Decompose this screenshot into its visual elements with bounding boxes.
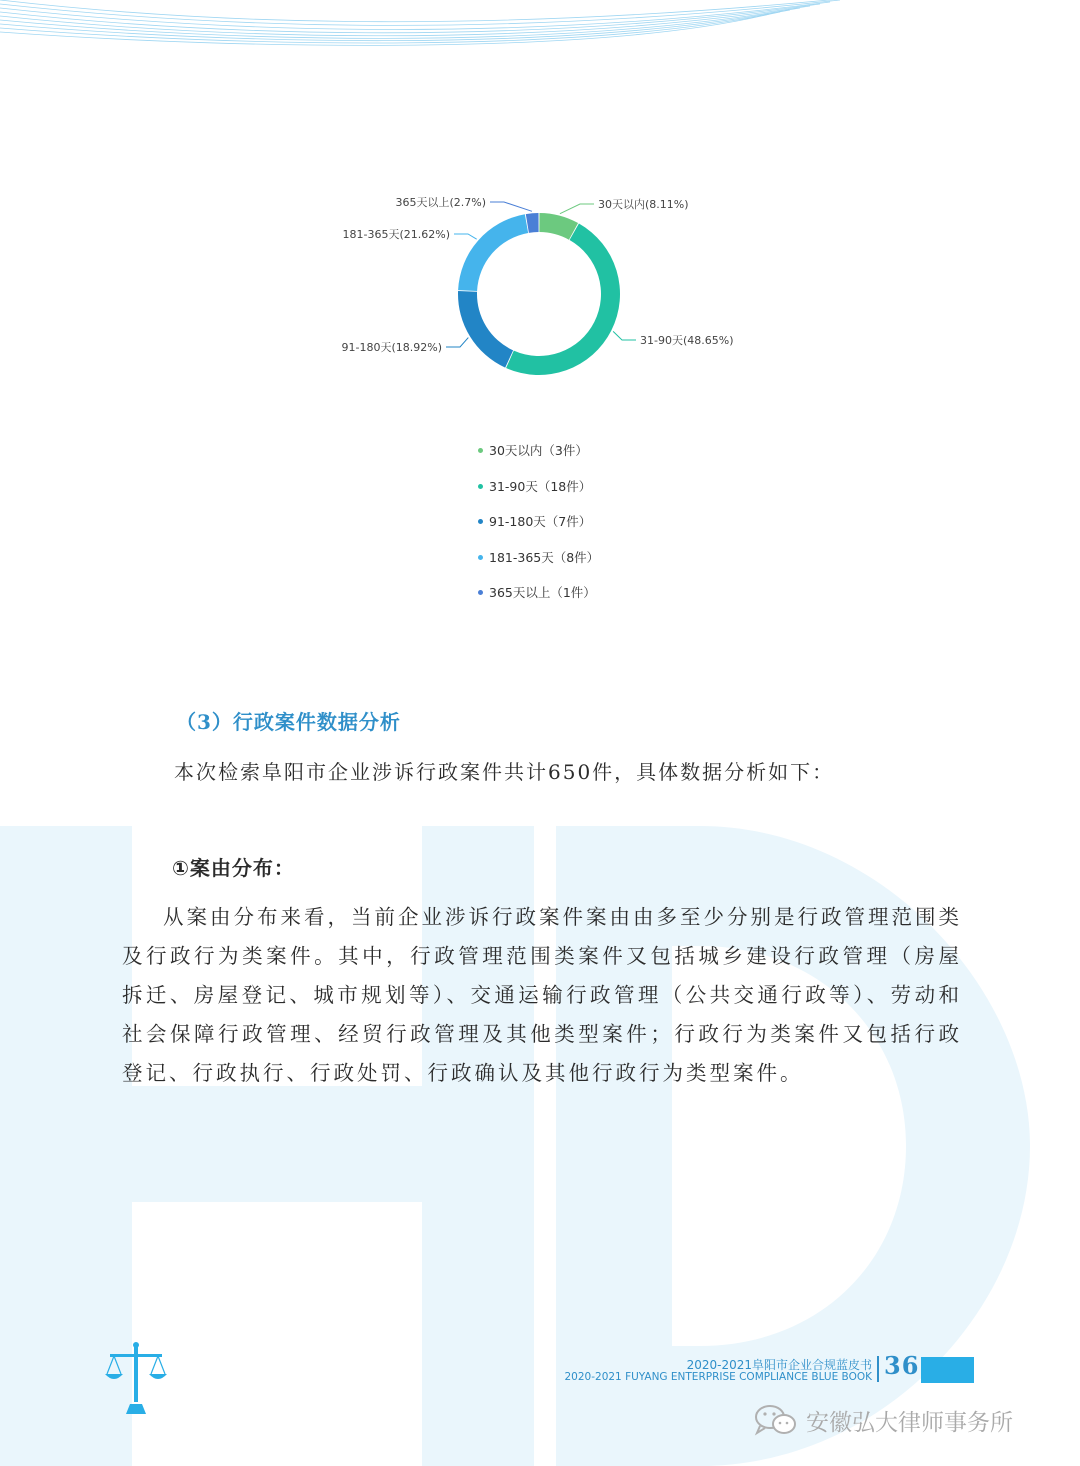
slice-label: 91-180天(18.92%) bbox=[341, 341, 442, 354]
leader-line bbox=[454, 234, 477, 239]
leader-line bbox=[446, 338, 468, 347]
section-heading: （3）行政案件数据分析 bbox=[176, 710, 401, 734]
page-number-bar bbox=[921, 1357, 974, 1383]
legend-dot bbox=[478, 519, 483, 524]
subsection-body: 从案由分布来看，当前企业涉诉行政案件案由由多至少分别是行政管理范围类及行政行为类案件。其中，行政管理范围类案件又包括城乡建设行政管理（房屋拆迁、房屋登记、城市规划等）、交通运输行政管理（公共交通行政等）、劳动和社会保障行政管理、经贸行政管理及其他类型案件；行政行为类案件又包括行政登记、行政执行、行政处罚、行政确认及其他行政行为类型案件。 bbox=[122, 905, 962, 1085]
legend-label: 30天以内（3件） bbox=[489, 443, 588, 458]
slice-label: 181-365天(21.62%) bbox=[342, 228, 450, 241]
legend-dot bbox=[478, 555, 483, 560]
leader-line bbox=[560, 204, 594, 214]
slice-label: 365天以上(2.7%) bbox=[395, 196, 486, 209]
legend-item bbox=[478, 582, 599, 618]
legend-dot bbox=[478, 448, 483, 453]
donut-slice bbox=[458, 291, 513, 368]
slice-label: 31-90天(48.65%) bbox=[640, 334, 734, 347]
legend-item bbox=[478, 476, 599, 512]
subsection-heading: ①案由分布： bbox=[172, 856, 295, 880]
legend-item bbox=[478, 511, 599, 547]
donut-slice bbox=[506, 224, 620, 375]
chart-legend bbox=[478, 440, 599, 618]
footer-divider bbox=[877, 1356, 879, 1382]
watermark-text: 安徽弘大律师事务所 bbox=[806, 1409, 1013, 1436]
wechat-icon bbox=[752, 1403, 800, 1437]
footer-title-en: 2020-2021 FUYANG ENTERPRISE COMPLIANCE BLUE BOOK bbox=[564, 1371, 872, 1383]
duration-donut-chart bbox=[330, 180, 760, 400]
legend-label: 181-365天（8件） bbox=[489, 549, 600, 565]
legend-item bbox=[478, 547, 599, 583]
watermark bbox=[752, 1400, 1013, 1440]
scales-of-justice-icon bbox=[104, 1340, 168, 1416]
section-intro: 本次检索阜阳市企业涉诉行政案件共计650件，具体数据分析如下： bbox=[174, 760, 835, 784]
leader-line bbox=[613, 331, 636, 340]
legend-label: 31-90天（18件） bbox=[489, 478, 592, 494]
footer-title-cn: 2020-2021阜阳市企业合规蓝皮书 bbox=[686, 1358, 872, 1372]
legend-dot bbox=[478, 484, 483, 489]
legend-dot bbox=[478, 590, 483, 595]
legend-label: 91-180天（7件） bbox=[489, 514, 592, 529]
slice-label: 30天以内(8.11%) bbox=[598, 198, 689, 211]
donut-slice bbox=[458, 214, 528, 291]
leader-line bbox=[490, 202, 532, 211]
legend-item bbox=[478, 440, 599, 476]
donut-slice bbox=[526, 213, 539, 233]
top-wave-decoration bbox=[0, 0, 1080, 60]
legend-label: 365天以上（1件） bbox=[489, 585, 596, 600]
page-number: 36 bbox=[884, 1351, 920, 1380]
